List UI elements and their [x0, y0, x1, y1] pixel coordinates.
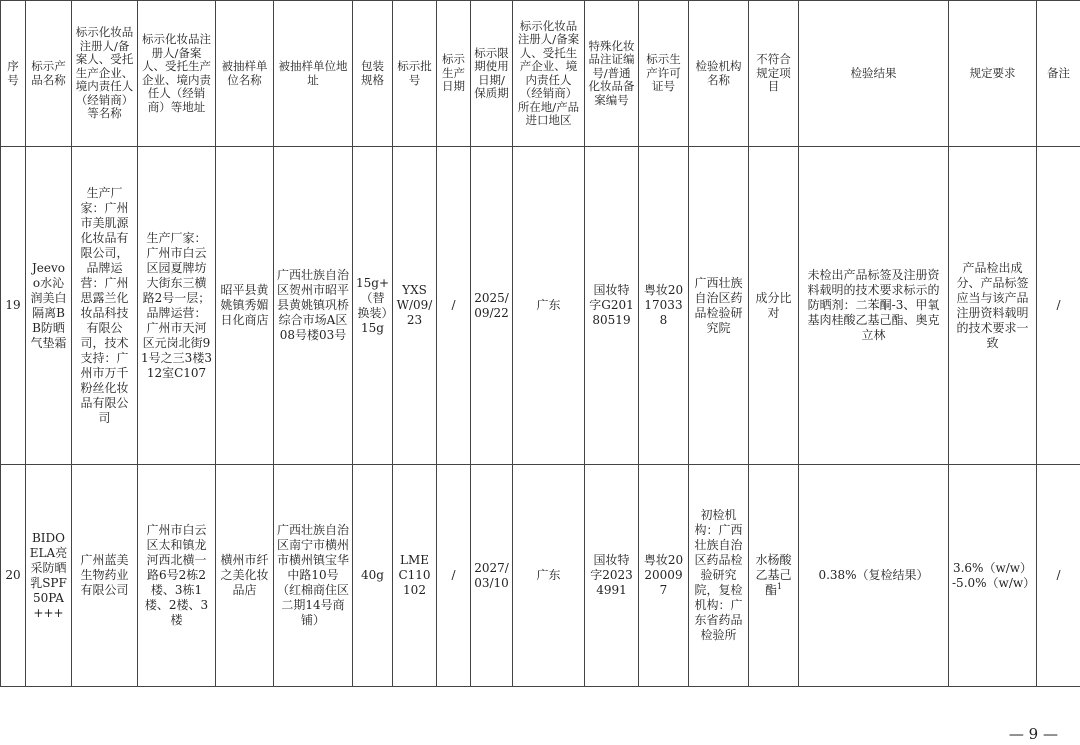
header-cell-package: 包装规格 — [353, 1, 393, 147]
header-cell-result: 检验结果 — [799, 1, 949, 147]
cell-production-date: / — [437, 147, 471, 465]
table-row — [1, 147, 1080, 465]
cell-product: BIDOELA亮采防晒乳SPF50PA+++ — [26, 465, 72, 687]
table-row — [1, 465, 1080, 687]
cell-production-date: / — [437, 465, 471, 687]
header-cell-no: 序号 — [1, 1, 26, 147]
header-cell-sampled-unit: 被抽样单位名称 — [216, 1, 274, 147]
header-cell-lab: 检验机构名称 — [689, 1, 749, 147]
header-row — [1, 1, 1080, 147]
cell-package: 40g — [353, 465, 393, 687]
cell-batch: LMEC110102 — [393, 465, 437, 687]
header-cell-requirement: 规定要求 — [949, 1, 1037, 147]
cell-region: 广东 — [513, 465, 585, 687]
cell-no: 19 — [1, 147, 26, 465]
footnote-marker: 1 — [776, 582, 783, 591]
header-cell-product: 标示产品名称 — [26, 1, 72, 147]
cell-batch: YXSW/09/23 — [393, 147, 437, 465]
cell-enterprise-address: 生产厂家：广州市白云区园夏牌坊大街东三横路2号一层；品牌运营：广州市天河区元岗北街91号之三3楼312室C107 — [138, 147, 216, 465]
cell-enterprise-name: 广州蓝美生物药业有限公司 — [72, 465, 138, 687]
page-number: — 9 — — [1008, 725, 1058, 743]
header-cell-batch: 标示批号 — [393, 1, 437, 147]
cell-remark: / — [1037, 465, 1080, 687]
cell-sampled-address: 广西壮族自治区南宁市横州市横州镇宝华中路10号（红棉商住区二期14号商铺） — [274, 465, 353, 687]
cell-license-code: 国妆特字G20180519 — [585, 147, 639, 465]
header-cell-production-date: 标示生产日期 — [437, 1, 471, 147]
cell-expiry: 2025/09/22 — [471, 147, 513, 465]
cell-package: 15g+（替换装）15g — [353, 147, 393, 465]
header-cell-failed-item: 不符合规定项目 — [749, 1, 799, 147]
cell-failed-item: 成分比对 — [749, 147, 799, 465]
cell-failed-item — [749, 465, 799, 687]
cell-license-code: 国妆特字20234991 — [585, 465, 639, 687]
cell-sampled-address: 广西壮族自治区贺州市昭平县黄姚镇巩桥综合市场A区08号楼03号 — [274, 147, 353, 465]
cell-production-license: 粤妆20200097 — [639, 465, 689, 687]
cell-enterprise-name: 生产厂家：广州市美肌源化妆品有限公司，品牌运营：广州思露兰化妆品科技有限公司，技术支持：广州市万千粉丝化妆品有限公司 — [72, 147, 138, 465]
cell-requirement: 产品检出成分、产品标签应当与该产品注册资料载明的技术要求一致 — [949, 147, 1037, 465]
header-cell-sampled-address: 被抽样单位地址 — [274, 1, 353, 147]
header-cell-expiry: 标示限期使用日期/保质期 — [471, 1, 513, 147]
header-cell-enterprise-address: 标示化妆品注册人/备案人、受托生产企业、境内责任人（经销商）等地址 — [138, 1, 216, 147]
cell-result: 未检出产品标签及注册资料载明的技术要求标示的防晒剂：二苯酮-3、甲氧基肉桂酸乙基己酯、奥克立林 — [799, 147, 949, 465]
cell-expiry: 2027/03/10 — [471, 465, 513, 687]
header-cell-license-code: 特殊化妆品注证编号/普通化妆品备案编号 — [585, 1, 639, 147]
cell-region: 广东 — [513, 147, 585, 465]
cell-lab: 初检机构：广西壮族自治区药品检验研究院，复检机构：广东省药品检验所 — [689, 465, 749, 687]
header-cell-enterprise-name: 标示化妆品注册人/备案人、受托生产企业、境内责任人（经销商）等名称 — [72, 1, 138, 147]
cell-production-license: 粤妆20170338 — [639, 147, 689, 465]
cell-remark: / — [1037, 147, 1080, 465]
cell-no: 20 — [1, 465, 26, 687]
cell-enterprise-address: 广州市白云区太和镇龙河西北横一路6号2栋2楼、3栋1楼、2楼、3楼 — [138, 465, 216, 687]
cell-requirement: 3.6%（w/w）-5.0%（w/w） — [949, 465, 1037, 687]
cell-lab: 广西壮族自治区药品检验研究院 — [689, 147, 749, 465]
failed-item-text: 水杨酸乙基己酯 — [755, 553, 792, 597]
header-cell-region: 标示化妆品注册人/备案人、受托生产企业、境内责任人（经销商）所在地/产品进口地区 — [513, 1, 585, 147]
cell-sampled-unit: 昭平县黄姚镇秀媚日化商店 — [216, 147, 274, 465]
cell-product: Jeevoo水沁润美白隔离BB防晒气垫霜 — [26, 147, 72, 465]
header-cell-remark: 备注 — [1037, 1, 1080, 147]
cell-sampled-unit: 横州市纤之美化妆品店 — [216, 465, 274, 687]
cell-result: 0.38%（复检结果） — [799, 465, 949, 687]
header-cell-production-license: 标示生产许可证号 — [639, 1, 689, 147]
